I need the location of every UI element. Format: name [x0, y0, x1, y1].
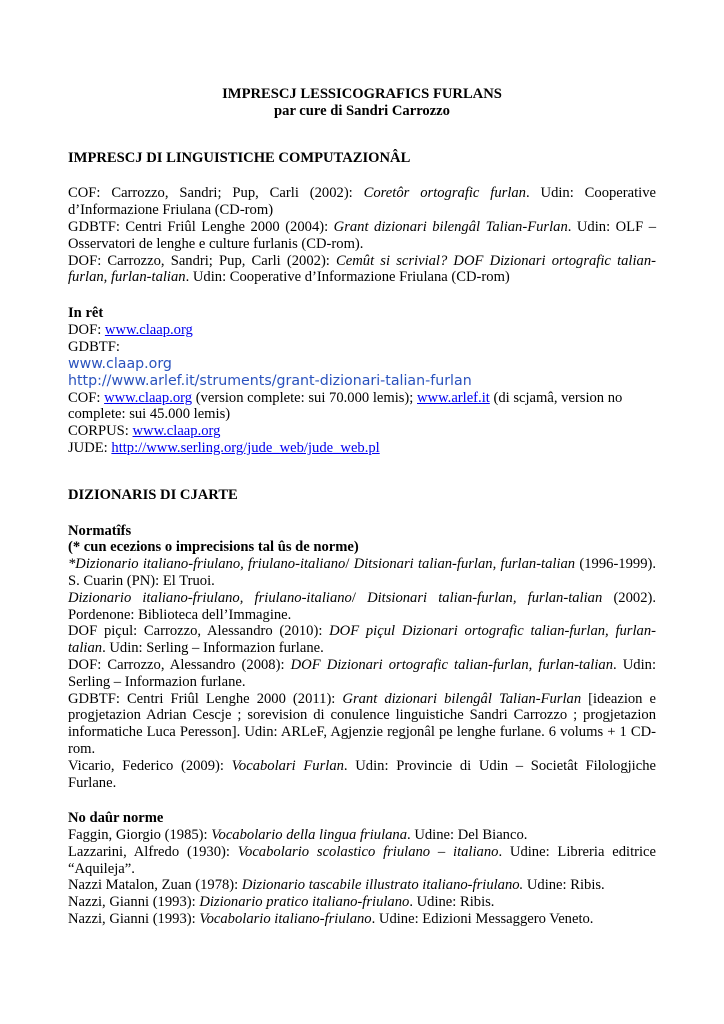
normatifs-note: (* cun ecezions o imprecisions tal ûs de norme)	[68, 539, 359, 556]
section-heading-computational: IMPRESCJ DI LINGUISTICHE COMPUTAZIONÂL	[68, 149, 411, 166]
entry-gdbtf-2011: GDBTF: Centri Friûl Lenghe 2000 (2011): Grant dizionari bilengâl Talian-Furlan [ideazion e progjetazion Adrian Cescje ; sorevision di conulence linguistiche Sandri Carrozzo ; progjetazion informatiche Luca Peresson]. Udin: ARLeF, Agjenzie regjonâl pe lenghe furlane. 6 volums + 1 CD-rom.	[68, 690, 656, 757]
link-gdbtf-arlef[interactable]: http://www.arlef.it/struments/grant-dizionari-talian-furlan	[68, 372, 472, 389]
link-cof-claap[interactable]: www.claap.org	[104, 389, 193, 406]
entry-vicario: Vicario, Federico (2009): Vocabolari Furlan. Udin: Provincie di Udin – Societât Filologjiche Furlane.	[68, 757, 656, 791]
entry-dof-picul: DOF piçul: Carrozzo, Alessandro (2010): DOF piçul Dizionari ortografic talian-furlan, furlan-talian. Udin: Serling – Informazion furlane.	[68, 623, 656, 657]
link-dof-claap[interactable]: www.claap.org	[104, 321, 193, 338]
entry-nazzi-matalon: Nazzi Matalon, Zuan (1978): Dizionario tascabile illustrato italiano-friulano. Udine: Ribis.	[68, 877, 605, 894]
subheading-no-daur-norme: No daûr norme	[68, 810, 164, 827]
inret-corpus-line: CORPUS: www.claap.org	[68, 423, 221, 440]
inret-dof-line: DOF: www.claap.org	[68, 321, 193, 338]
link-jude-serling[interactable]: http://www.serling.org/jude_web/jude_web.pl	[111, 439, 380, 456]
section-heading-paper-dictionaries: DIZIONARIS DI CJARTE	[68, 486, 238, 503]
entry-dof-2008: DOF: Carrozzo, Alessandro (2008): DOF Dizionari ortografic talian-furlan, furlan-talian. Udin: Serling – Informazion furlane.	[68, 656, 656, 690]
entry-lazzarini: Lazzarini, Alfredo (1930): Vocabolario scolastico friulano – italiano. Udine: Libreria editrice “Aquileja”.	[68, 843, 656, 877]
entry-faggin: Faggin, Giorgio (1985): Vocabolario della lingua friulana. Udine: Del Bianco.	[68, 827, 528, 844]
subheading-normatifs: Normatîfs	[68, 522, 132, 539]
entry-dizionario-2002: Dizionario italiano-friulano, friulano-italiano/ Ditsionari talian-furlan, furlan-talian (2002). Pordenone: Biblioteca dell’Immagine.	[68, 589, 656, 623]
inret-cof-line: COF: www.claap.org (version complete: sui 70.000 lemis); www.arlef.it (di scjamâ, version no complete: sui 45.000 lemis)	[68, 389, 623, 423]
entry-cof: COF: Carrozzo, Sandri; Pup, Carli (2002): Coretôr ortografic furlan. Udin: Cooperative d’Informazione Friulana (CD-rom)	[68, 185, 656, 219]
entry-dof: DOF: Carrozzo, Sandri; Pup, Carli (2002): Cemût si scrivial? DOF Dizionari ortografic talian-furlan, furlan-talian. Udin: Cooperative d’Informazione Friulana (CD-rom)	[68, 252, 656, 286]
entry-nazzi-pratico: Nazzi, Gianni (1993): Dizionario pratico italiano-friulano. Udine: Ribis.	[68, 894, 495, 911]
document-title: IMPRESCJ LESSICOGRAFICS FURLANS	[222, 86, 502, 102]
section-heading-in-ret: In rêt	[68, 305, 104, 322]
document-page	[68, 86, 656, 928]
entry-dizionario-1996: *Dizionario italiano-friulano, friulano-italiano/ Ditsionari talian-furlan, furlan-talian (1996-1999). S. Cuarin (PN): El Truoi.	[68, 556, 656, 589]
link-cof-arlef[interactable]: www.arlef.it	[417, 389, 490, 406]
link-corpus-claap[interactable]: www.claap.org	[132, 423, 221, 440]
document-subtitle: par cure di Sandri Carrozzo	[274, 102, 450, 119]
entry-gdbtf: GDBTF: Centri Friûl Lenghe 2000 (2004): Grant dizionari bilengâl Talian-Furlan. Udin: OLF – Osservatori de lenghe e culture furlanis (CD-rom).	[68, 218, 657, 252]
inret-gdbtf-label: GDBTF:	[68, 338, 120, 355]
link-gdbtf-claap[interactable]: www.claap.org	[68, 355, 172, 372]
inret-jude-line: JUDE: http://www.serling.org/jude_web/jude_web.pl	[68, 439, 380, 456]
entry-nazzi-vocabolario: Nazzi, Gianni (1993): Vocabolario italiano-friulano. Udine: Edizioni Messaggero Veneto.	[68, 911, 594, 928]
